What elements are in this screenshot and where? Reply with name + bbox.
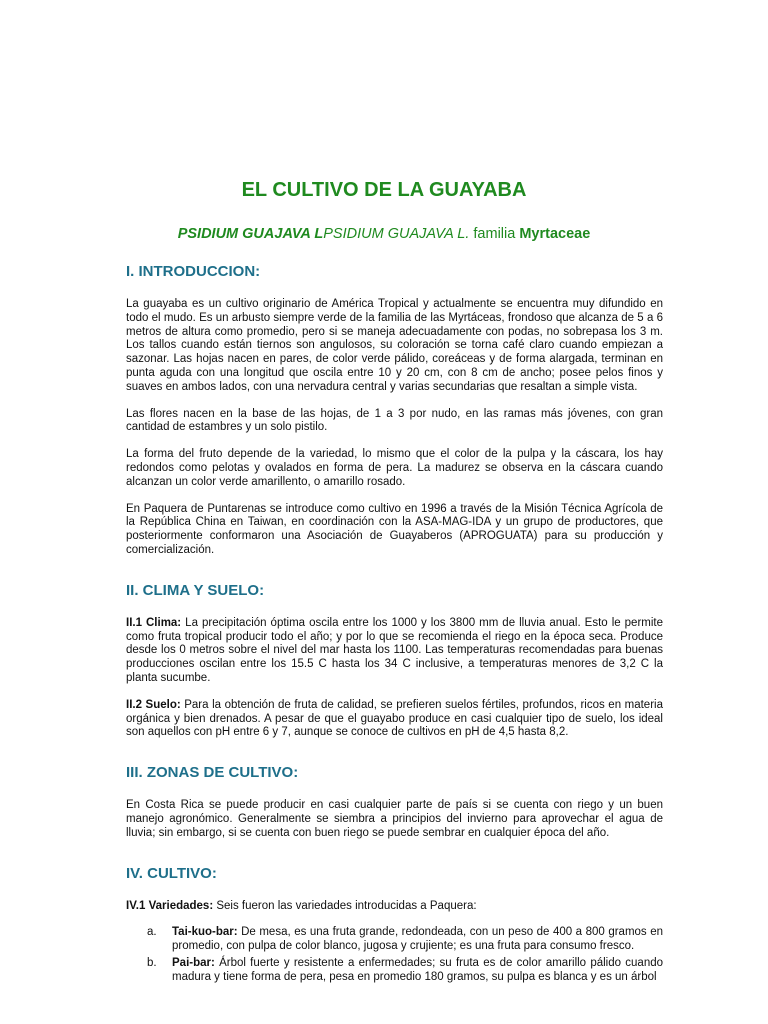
section-heading-cultivo: IV. CULTIVO: xyxy=(126,864,217,882)
section-zonas xyxy=(126,764,663,840)
suelo-label: II.2 Suelo: xyxy=(126,698,181,711)
section-introduccion xyxy=(126,263,663,558)
section-clima-suelo xyxy=(126,582,663,740)
section-heading-clima: II. CLIMA Y SUELO: xyxy=(126,581,265,599)
suelo-paragraph xyxy=(126,699,663,740)
document-title: EL CULTIVO DE LA GUAYABA xyxy=(241,179,527,201)
document-subtitle xyxy=(0,226,768,242)
clima-text: La precipitación óptima oscila entre los 1000 y los 3800 mm de lluvia anual. Esto le permite como fruta tropical producir todo el año; y por lo que se recomienda el riego en la época seca. Produce desde los 0 metros sobre el nivel del mar hasta los 1100. Las temperaturas recomendadas para buenas producciones oscilan entre los 15.5 C hasta los 34 C inclusive, a temperaturas menores de 3,2 C la planta sucumbe. xyxy=(126,616,664,684)
variety-name: Tai-kuo-bar: xyxy=(172,926,238,939)
list-marker: b. xyxy=(147,956,157,969)
list-item xyxy=(126,926,663,954)
variety-description: Árbol fuerte y resistente a enfermedades; su fruta es de color amarillo pálido cuando madura y tiene forma de pera, pesa en promedio 180 gramos, su pulpa es blanca y es un árbol xyxy=(172,956,663,983)
variedades-label: IV.1 Variedades: xyxy=(126,899,214,912)
clima-paragraph xyxy=(126,617,663,686)
section-heading-zonas: III. ZONAS DE CULTIVO: xyxy=(126,764,299,782)
clima-label: II.1 Clima: xyxy=(126,616,182,629)
variety-name: Pai-bar: xyxy=(172,956,215,969)
list-item xyxy=(126,957,663,985)
variedades-paragraph xyxy=(126,900,663,914)
document-body xyxy=(126,263,663,988)
subtitle-species-italic: PSIDIUM GUAJAVA L. xyxy=(323,226,470,242)
zonas-paragraph: En Costa Rica se puede producir en casi cualquier parte de país si se cuenta con riego y un buen manejo agronómico. Generalmente se siembra a principios del invierno para aprovechar el agua de lluvia; sin embargo, si se cuenta con buen riego se puede sembrar en cualquier época del año. xyxy=(126,799,663,839)
subtitle-family-name: Myrtaceae xyxy=(519,226,591,242)
intro-paragraph-4: En Paquera de Puntarenas se introduce como cultivo en 1996 a través de la Misión Técnica Agrícola de la República China en Taiwan, en coordinación con la ASA-MAG-IDA y un grupo de productores, que posteriormente conformaron una Asociación de Guayaberos (APROGUATA) para su producción y comercialización. xyxy=(126,502,663,556)
intro-paragraph-3: La forma del fruto depende de la variedad, lo mismo que el color de la pulpa y la cáscara, los hay redondos como pelotas y ovalados en forma de pera. La madurez se observa en la cáscara cuando alcanzan un color verde amarillento, o amarillo rosado. xyxy=(126,448,663,488)
suelo-text: Para la obtención de fruta de calidad, se prefieren suelos fértiles, profundos, ricos en materia orgánica y bien drenados. A pesar de que el guayabo produce en casi cualquier tipo de suelo, los ideal son aquellos con pH entre 6 y 7, aunque se conoce de cultivos en pH de 4,5 hasta 8,2. xyxy=(126,698,663,739)
intro-paragraph-1: La guayaba es un cultivo originario de América Tropical y actualmente se encuentra muy difundido en todo el mudo. Es un arbusto siempre verde de la familia de las Myrtáceas, frondoso que alcanza de 5 a 6 metros de altura como promedio, pero si se maneja adecuadamente con podas, no sobrepasa los 3 m. Los tallos cuando están tiernos son angulosos, su coloración se torna café claro cuando empiezan a sazonar. Las hojas nacen en pares, de color verde pálido, coreáceas y de forma alargada, terminan en punta aguda con una longitud que oscila entre 10 y 20 cm, con 8 cm de ancho; posee pelos finos y suaves en ambos lados, con una nervadura central y varias secundarias que resaltan a simple vista. xyxy=(126,298,663,393)
variety-description: De mesa, es una fruta grande, redondeada, con un peso de 400 a 800 gramos en promedio, con pulpa de color blanco, jugosa y crujiente; es una fruta para consumo fresco. xyxy=(172,926,663,953)
subtitle-familia: familia xyxy=(469,226,520,242)
variedades-list xyxy=(126,926,663,984)
section-heading-introduccion: I. INTRODUCCION: xyxy=(126,263,261,280)
intro-paragraph-2: Las flores nacen en la base de las hojas, de 1 a 3 por nudo, en las ramas más jóvenes, con gran cantidad de estambres y un solo pistilo. xyxy=(126,407,663,434)
list-marker: a. xyxy=(147,926,157,939)
subtitle-species-bold: PSIDIUM GUAJAVA L xyxy=(177,226,324,242)
variedades-text: Seis fueron las variedades introducidas a Paquera: xyxy=(213,899,477,912)
section-cultivo xyxy=(126,865,663,985)
